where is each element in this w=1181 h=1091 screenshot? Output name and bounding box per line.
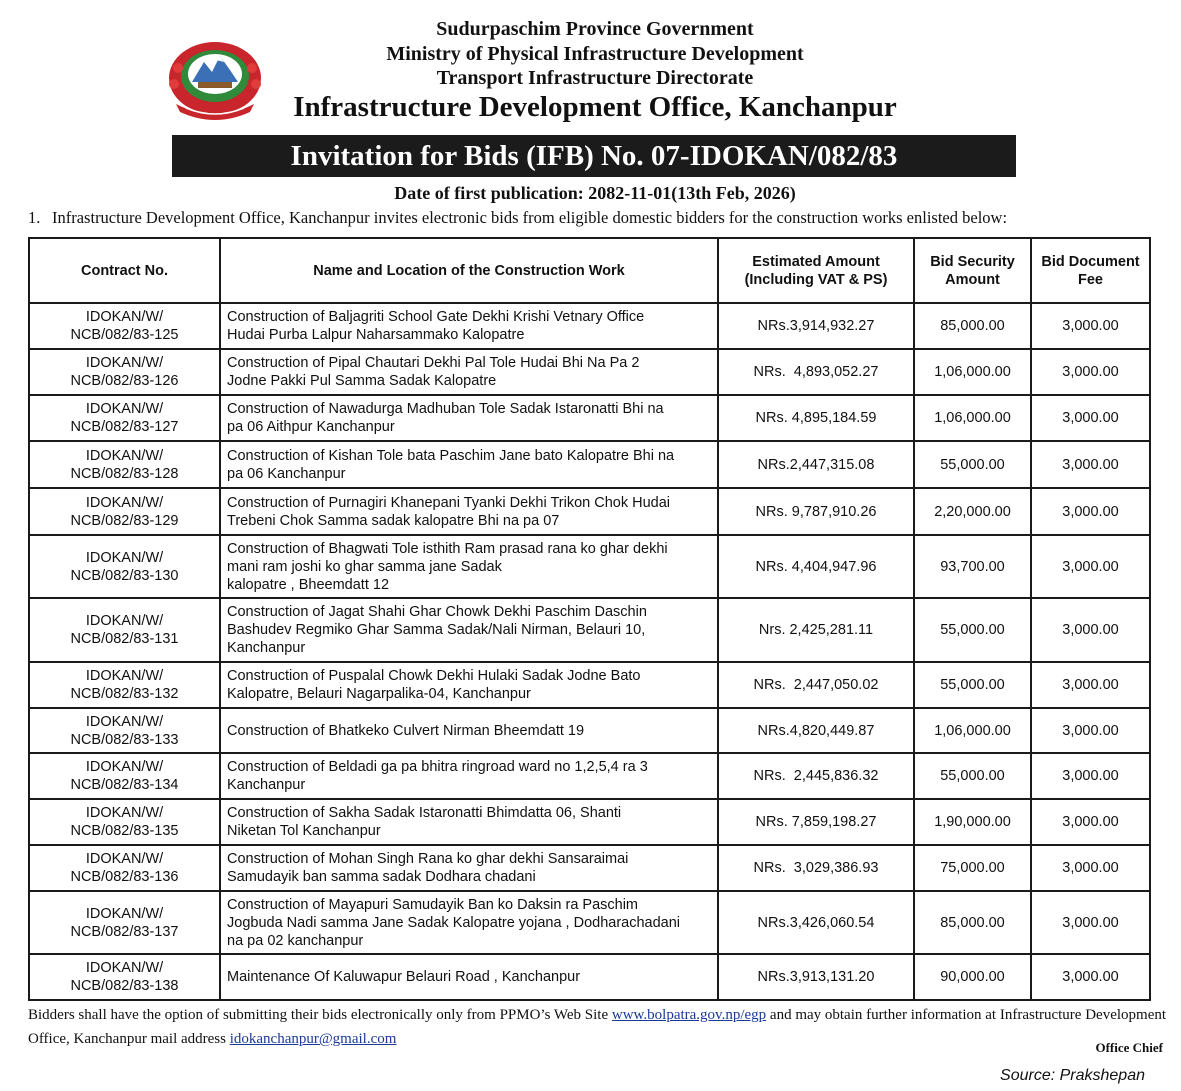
bid-fee-cell: 3,000.00 <box>1031 349 1150 395</box>
bid-fee-cell: 3,000.00 <box>1031 799 1150 845</box>
header-work-name: Name and Location of the Construction Work <box>220 238 718 303</box>
ifb-title-banner <box>172 135 1016 177</box>
header-province: Sudurpaschim Province Government <box>436 18 754 40</box>
table-row <box>29 954 1150 1000</box>
contract-no-cell: IDOKAN/W/ NCB/082/83-127 <box>29 395 220 441</box>
estimated-amount-cell: NRs.3,913,131.20 <box>718 954 914 1000</box>
header-estimated-amount: Estimated Amount (Including VAT & PS) <box>718 238 914 303</box>
bid-fee-cell: 3,000.00 <box>1031 395 1150 441</box>
header-ministry: Ministry of Physical Infrastructure Development <box>386 43 804 65</box>
contract-no-cell: IDOKAN/W/ NCB/082/83-130 <box>29 535 220 598</box>
contract-no-cell: IDOKAN/W/ NCB/082/83-138 <box>29 954 220 1000</box>
work-name-cell: Construction of Beldadi ga pa bhitra ringroad ward no 1,2,5,4 ra 3 Kanchanpur <box>220 753 718 799</box>
estimated-amount-cell: NRs. 3,029,386.93 <box>718 845 914 891</box>
bid-security-cell: 55,000.00 <box>914 441 1031 488</box>
bid-fee-cell: 3,000.00 <box>1031 598 1150 662</box>
intro-number: 1. <box>28 208 41 227</box>
bid-security-cell: 1,06,000.00 <box>914 349 1031 395</box>
bid-security-cell: 55,000.00 <box>914 662 1031 708</box>
bid-security-cell: 90,000.00 <box>914 954 1031 1000</box>
work-name-cell: Construction of Bhatkeko Culvert Nirman Bheemdatt 19 <box>220 708 718 753</box>
bid-fee-cell: 3,000.00 <box>1031 753 1150 799</box>
table-row <box>29 488 1150 535</box>
work-name-cell: Construction of Kishan Tole bata Paschim Jane bato Kalopatre Bhi na pa 06 Kanchanpur <box>220 441 718 488</box>
bid-fee-cell: 3,000.00 <box>1031 891 1150 954</box>
bid-security-cell: 85,000.00 <box>914 891 1031 954</box>
table-row <box>29 708 1150 753</box>
contract-no-cell: IDOKAN/W/ NCB/082/83-126 <box>29 349 220 395</box>
table-row <box>29 395 1150 441</box>
contract-no-cell: IDOKAN/W/ NCB/082/83-129 <box>29 488 220 535</box>
header-office: Infrastructure Development Office, Kanchanpur <box>293 91 897 123</box>
table-header-row <box>29 238 1150 303</box>
estimated-amount-cell: Nrs. 2,425,281.11 <box>718 598 914 662</box>
work-name-cell: Construction of Puspalal Chowk Dekhi Hulaki Sadak Jodne Bato Kalopatre, Belauri Nagarpalika-04, Kanchanpur <box>220 662 718 708</box>
table-row <box>29 753 1150 799</box>
table-row <box>29 303 1150 349</box>
estimated-amount-cell: NRs. 4,895,184.59 <box>718 395 914 441</box>
work-name-cell: Construction of Jagat Shahi Ghar Chowk Dekhi Paschim Daschin Bashudev Regmiko Ghar Samma Sadak/Nali Nirman, Belauri 10, Kanchanpur <box>220 598 718 662</box>
contract-no-cell: IDOKAN/W/ NCB/082/83-137 <box>29 891 220 954</box>
bid-security-cell: 55,000.00 <box>914 753 1031 799</box>
signature-office-chief: Office Chief <box>1095 1040 1163 1055</box>
bid-security-cell: 2,20,000.00 <box>914 488 1031 535</box>
contract-no-cell: IDOKAN/W/ NCB/082/83-135 <box>29 799 220 845</box>
estimated-amount-cell: NRs.3,914,932.27 <box>718 303 914 349</box>
contract-no-cell: IDOKAN/W/ NCB/082/83-133 <box>29 708 220 753</box>
estimated-amount-cell: NRs. 4,404,947.96 <box>718 535 914 598</box>
bid-fee-cell: 3,000.00 <box>1031 954 1150 1000</box>
bid-fee-cell: 3,000.00 <box>1031 441 1150 488</box>
table-row <box>29 799 1150 845</box>
bid-fee-cell: 3,000.00 <box>1031 845 1150 891</box>
bid-security-cell: 55,000.00 <box>914 598 1031 662</box>
bid-security-cell: 75,000.00 <box>914 845 1031 891</box>
bid-fee-cell: 3,000.00 <box>1031 488 1150 535</box>
estimated-amount-cell: NRs.3,426,060.54 <box>718 891 914 954</box>
contract-no-cell: IDOKAN/W/ NCB/082/83-131 <box>29 598 220 662</box>
intro-paragraph <box>28 208 1007 228</box>
nepal-emblem-icon <box>164 38 266 122</box>
estimated-amount-cell: NRs. 2,447,050.02 <box>718 662 914 708</box>
bids-table <box>28 237 1151 1001</box>
ppmo-website-link[interactable]: www.bolpatra.gov.np/egp <box>611 1007 767 1023</box>
intro-text: Infrastructure Development Office, Kanchanpur invites electronic bids from eligible domestic bidders for the construction works enlisted below: <box>52 208 1008 227</box>
estimated-amount-cell: NRs.4,820,449.87 <box>718 708 914 753</box>
source-credit: Source: Prakshepan <box>1000 1067 1145 1084</box>
estimated-amount-cell: NRs. 9,787,910.26 <box>718 488 914 535</box>
footer-note: Bidders shall have the option of submitting their bids electronically only from PPMO’s Web Site www.bolpatra.gov.np/egp and may obtain further information at Infrastructure Development Office, Kanchanpur mail address idokanchanpur@gmail.com <box>28 1007 1167 1047</box>
table-row <box>29 441 1150 488</box>
bid-security-cell: 1,90,000.00 <box>914 799 1031 845</box>
table-row <box>29 535 1150 598</box>
table-row <box>29 598 1150 662</box>
bid-fee-cell: 3,000.00 <box>1031 535 1150 598</box>
work-name-cell: Construction of Baljagriti School Gate Dekhi Krishi Vetnary Office Hudai Purba Lalpur Naharsammako Kalopatre <box>220 303 718 349</box>
table-row <box>29 662 1150 708</box>
header-bid-security: Bid Security Amount <box>914 238 1031 303</box>
contract-no-cell: IDOKAN/W/ NCB/082/83-125 <box>29 303 220 349</box>
header-contract-no: Contract No. <box>29 238 220 303</box>
work-name-cell: Construction of Mohan Singh Rana ko ghar dekhi Sansaraimai Samudayik ban samma sadak Dodhara chadani <box>220 845 718 891</box>
estimated-amount-cell: NRs. 7,859,198.27 <box>718 799 914 845</box>
work-name-cell: Construction of Nawadurga Madhuban Tole Sadak Istaronatti Bhi na pa 06 Aithpur Kanchanpur <box>220 395 718 441</box>
ifb-title: Invitation for Bids (IFB) No. 07-IDOKAN/082/83 <box>290 139 898 172</box>
table-row <box>29 349 1150 395</box>
publication-date: Date of first publication: 2082-11-01(13th Feb, 2026) <box>394 183 796 203</box>
header-directorate: Transport Infrastructure Directorate <box>436 67 754 89</box>
work-name-cell: Construction of Mayapuri Samudayik Ban ko Daksin ra Paschim Jogbuda Nadi samma Jane Sadak Kalopatre yojana , Dodharachadani na pa 02 kanchanpur <box>220 891 718 954</box>
bid-fee-cell: 3,000.00 <box>1031 708 1150 753</box>
contract-no-cell: IDOKAN/W/ NCB/082/83-132 <box>29 662 220 708</box>
work-name-cell: Maintenance Of Kaluwapur Belauri Road , Kanchanpur <box>220 954 718 1000</box>
estimated-amount-cell: NRs. 4,893,052.27 <box>718 349 914 395</box>
bid-fee-cell: 3,000.00 <box>1031 303 1150 349</box>
bid-security-cell: 85,000.00 <box>914 303 1031 349</box>
table-row <box>29 891 1150 954</box>
contract-no-cell: IDOKAN/W/ NCB/082/83-134 <box>29 753 220 799</box>
work-name-cell: Construction of Sakha Sadak Istaronatti Bhimdatta 06, Shanti Niketan Tol Kanchanpur <box>220 799 718 845</box>
bid-security-cell: 93,700.00 <box>914 535 1031 598</box>
contract-no-cell: IDOKAN/W/ NCB/082/83-128 <box>29 441 220 488</box>
work-name-cell: Construction of Purnagiri Khanepani Tyanki Dekhi Trikon Chok Hudai Trebeni Chok Samma sadak kalopatre Bhi na pa 07 <box>220 488 718 535</box>
header-bid-fee: Bid Document Fee <box>1031 238 1150 303</box>
email-link[interactable]: idokanchanpur@gmail.com <box>229 1031 397 1047</box>
contract-no-cell: IDOKAN/W/ NCB/082/83-136 <box>29 845 220 891</box>
estimated-amount-cell: NRs.2,447,315.08 <box>718 441 914 488</box>
estimated-amount-cell: NRs. 2,445,836.32 <box>718 753 914 799</box>
work-name-cell: Construction of Pipal Chautari Dekhi Pal Tole Hudai Bhi Na Pa 2 Jodne Pakki Pul Samma Sadak Kalopatre <box>220 349 718 395</box>
bid-fee-cell: 3,000.00 <box>1031 662 1150 708</box>
table-row <box>29 845 1150 891</box>
bid-security-cell: 1,06,000.00 <box>914 395 1031 441</box>
work-name-cell: Construction of Bhagwati Tole isthith Ram prasad rana ko ghar dekhi mani ram joshi ko ghar samma jane Sadak kalopatre , Bheemdatt 12 <box>220 535 718 598</box>
bid-security-cell: 1,06,000.00 <box>914 708 1031 753</box>
